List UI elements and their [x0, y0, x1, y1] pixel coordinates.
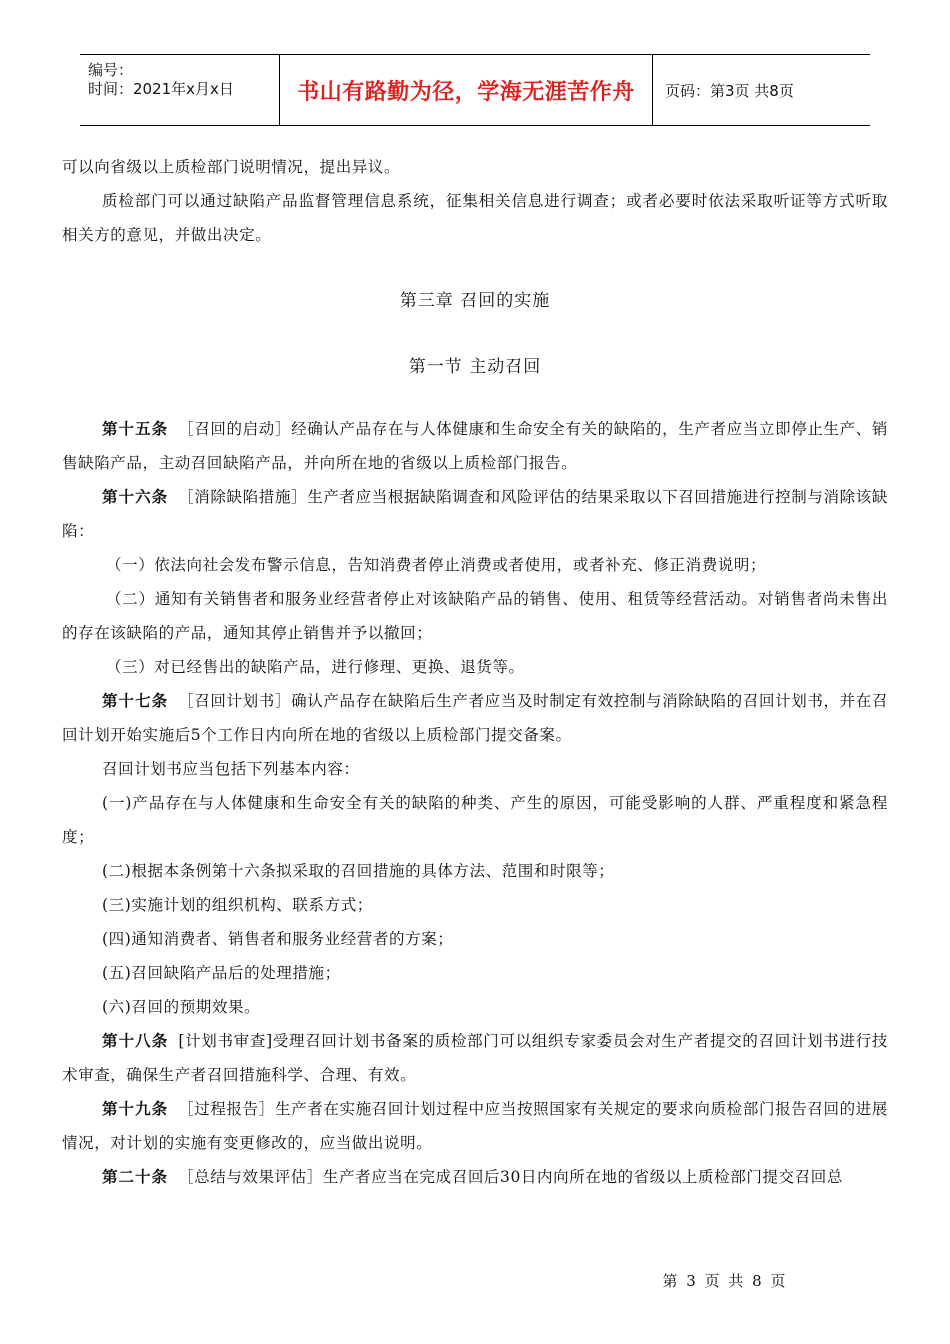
document-header	[80, 54, 870, 126]
article-label: 第十五条	[102, 420, 169, 438]
article-text: [计划书审查]受理召回计划书备案的质检部门可以组织专家委员会对生产者提交的召回计划书进行技术审查，确保生产者召回措施科学、合理、有效。	[62, 1032, 888, 1084]
list-item: （二）通知有关销售者和服务业经营者停止对该缺陷产品的销售、使用、租赁等经营活动。对销售者尚未售出的存在该缺陷的产品，通知其停止销售并予以撤回；	[62, 590, 888, 642]
header-meta	[80, 55, 280, 125]
document-body	[62, 150, 888, 1194]
article-label: 第十七条	[102, 692, 169, 710]
article-label: 第二十条	[102, 1168, 169, 1186]
list-item: （三）对已经售出的缺陷产品，进行修理、更换、退货等。	[106, 658, 525, 676]
article-20	[62, 1160, 888, 1194]
section-heading: 第一节 主动召回	[408, 357, 542, 377]
list-item: (二)根据本条例第十六条拟采取的召回措施的具体方法、范围和时限等；	[102, 862, 615, 880]
article-17	[62, 684, 888, 752]
list-item: (五)召回缺陷产品后的处理措施；	[102, 964, 341, 982]
article-text: ［召回计划书］确认产品存在缺陷后生产者应当及时制定有效控制与消除缺陷的召回计划书，并在召回计划开始实施后5个工作日内向所在地的省级以上质检部门提交备案。	[62, 692, 888, 744]
article-label: 第十九条	[102, 1100, 169, 1118]
paragraph: 可以向省级以上质检部门说明情况，提出异议。	[62, 158, 401, 176]
article-19	[62, 1092, 888, 1160]
header-page-info: 页码：第3页 共8页	[665, 81, 794, 100]
article-label: 第十六条	[102, 488, 169, 506]
article-18	[62, 1024, 888, 1092]
list-item: (一)产品存在与人体健康和生命安全有关的缺陷的种类、产生的原因，可能受影响的人群、严重程度和紧急程度；	[62, 794, 888, 846]
paragraph: 质检部门可以通过缺陷产品监督管理信息系统，征集相关信息进行调查；或者必要时依法采取听证等方式听取相关方的意见，并做出决定。	[62, 192, 888, 244]
article-label: 第十八条	[102, 1032, 169, 1050]
list-item: （一）依法向社会发布警示信息，告知消费者停止消费或者使用，或者补充、修正消费说明；	[106, 556, 767, 574]
article-15	[62, 412, 888, 480]
article-text: ［消除缺陷措施］生产者应当根据缺陷调查和风险评估的结果采取以下召回措施进行控制与消除该缺陷：	[62, 488, 888, 540]
article-16	[62, 480, 888, 548]
list-item: (六)召回的预期效果。	[102, 998, 261, 1016]
article-text: ［过程报告］生产者在实施召回计划过程中应当按照国家有关规定的要求向质检部门报告召回的进展情况，对计划的实施有变更修改的，应当做出说明。	[62, 1100, 888, 1152]
page-footer: 第 3 页 共 8 页	[662, 1272, 788, 1290]
paragraph: 召回计划书应当包括下列基本内容：	[102, 760, 360, 778]
chapter-heading: 第三章 召回的实施	[399, 291, 551, 311]
list-item: (四)通知消费者、销售者和服务业经营者的方案；	[102, 930, 454, 948]
list-item: (三)实施计划的组织机构、联系方式；	[102, 896, 373, 914]
article-text: ［总结与效果评估］生产者应当在完成召回后30日内向所在地的省级以上质检部门提交召回总	[178, 1168, 843, 1186]
header-motto: 书山有路勤为径，学海无涯苦作舟	[280, 55, 653, 125]
document-time-label: 时间：2021年x月x日	[88, 80, 234, 98]
article-text: ［召回的启动］经确认产品存在与人体健康和生命安全有关的缺陷的，生产者应当立即停止生产、销售缺陷产品，主动召回缺陷产品，并向所在地的省级以上质检部门报告。	[62, 420, 888, 472]
document-number-label: 编号：	[88, 61, 134, 79]
